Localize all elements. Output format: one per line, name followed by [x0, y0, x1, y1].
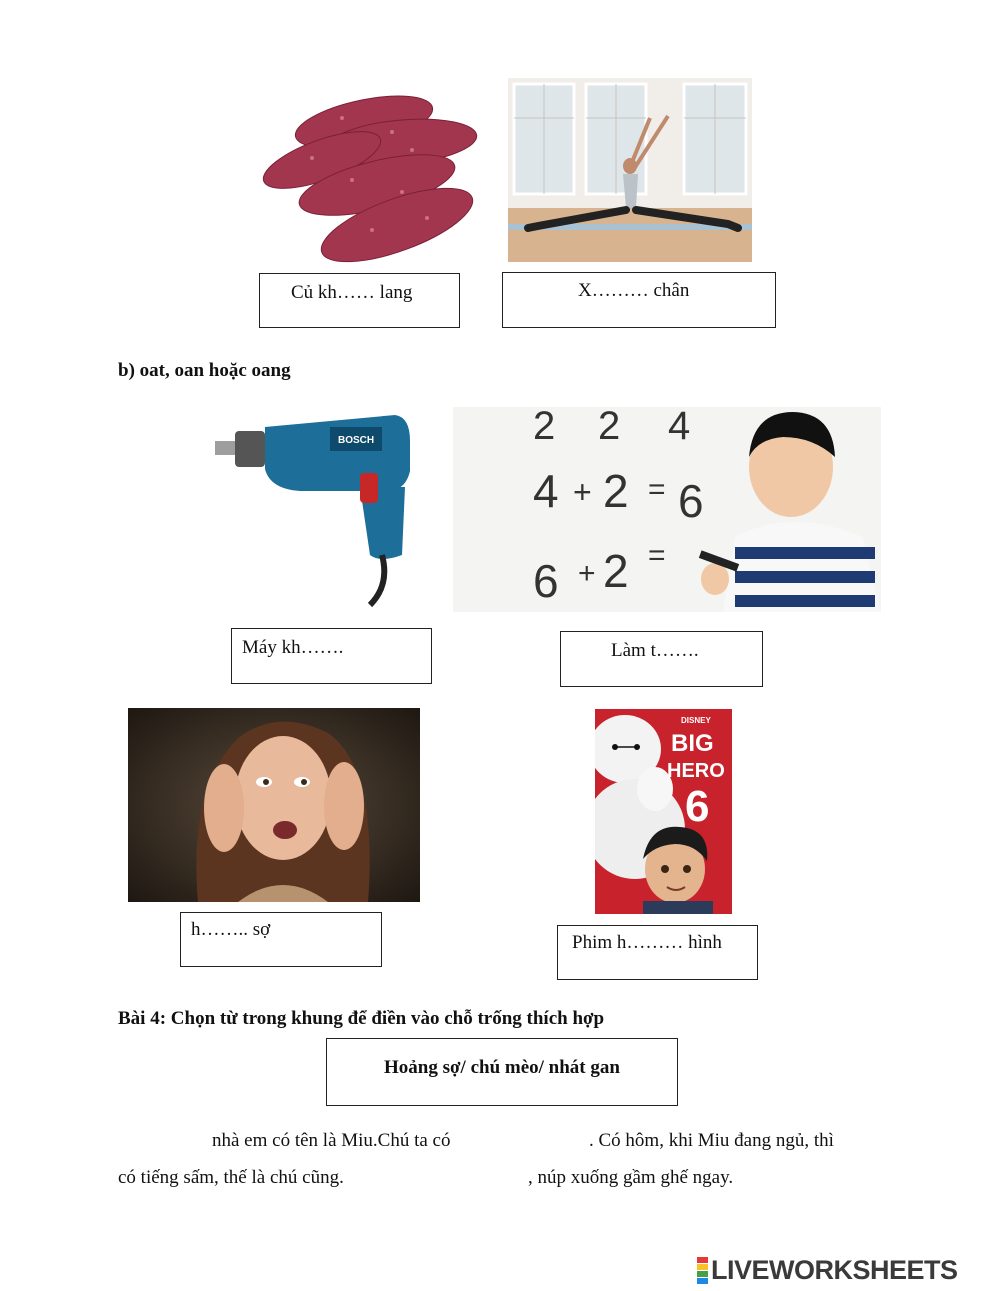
answer-label: Củ kh…… lang [291, 282, 413, 303]
answer-label: Phim h……… hình [572, 932, 722, 953]
svg-text:+: + [578, 557, 596, 590]
svg-text:4: 4 [668, 407, 691, 448]
poster-title-line2: HERO [667, 760, 725, 782]
poster-title-line3: 6 [685, 782, 710, 831]
svg-text:2: 2 [598, 407, 621, 448]
big-hero-6-poster-image [595, 709, 732, 914]
answer-box-animation[interactable] [557, 925, 758, 980]
svg-text:2: 2 [533, 407, 556, 448]
exercise4-title: Bài 4: Chọn từ trong khung để điền vào chỗ trống thích hợp [118, 1008, 605, 1029]
svg-text:2: 2 [603, 465, 629, 517]
svg-text:BOSCH: BOSCH [338, 435, 375, 446]
answer-box-sweet-potato[interactable] [259, 273, 460, 328]
section-b-heading: b) oat, oan hoặc oang [118, 360, 291, 381]
answer-box-math[interactable] [560, 631, 763, 687]
svg-text:=: = [648, 539, 666, 572]
math-board-image [453, 407, 881, 612]
word-choice-box [326, 1038, 678, 1106]
frightened-woman-image [128, 708, 420, 902]
sentence2-part1: có tiếng sấm, thế là chú cũng. [118, 1167, 344, 1188]
answer-box-drill[interactable] [231, 628, 432, 684]
svg-text:6: 6 [533, 555, 559, 607]
svg-text:2: 2 [603, 545, 629, 597]
answer-box-splits[interactable] [502, 272, 776, 328]
answer-label: h…….. sợ [191, 919, 271, 940]
blank-1[interactable] [118, 1130, 206, 1154]
word-choices: Hoảng sợ/ chú mèo/ nhát gan [384, 1057, 620, 1078]
svg-text:4: 4 [533, 465, 559, 517]
blank-3[interactable] [375, 1167, 525, 1191]
sentence1-part2: . Có hôm, khi Miu đang ngủ, thì [589, 1130, 834, 1151]
liveworksheets-logo [697, 1255, 958, 1285]
poster-title-line1: BIG [671, 730, 714, 757]
svg-text:6: 6 [678, 475, 704, 527]
svg-text:=: = [648, 473, 666, 506]
yoga-splits-image [508, 78, 752, 262]
poster-brand-text: DISNEY [681, 716, 711, 725]
power-drill-image [210, 405, 422, 615]
sentence2-part2: , núp xuống gầm ghế ngay. [528, 1167, 734, 1188]
logo-text: LIVEWORKSHEETS [711, 1254, 958, 1285]
answer-box-frightened[interactable] [180, 912, 382, 967]
answer-label: Làm t……. [611, 640, 699, 661]
answer-label: Máy kh……. [242, 637, 344, 658]
sweet-potatoes-image [252, 80, 484, 264]
svg-text:★: ★ [365, 574, 378, 589]
logo-mark-icon [697, 1257, 708, 1284]
sentence1-part1: nhà em có tên là Miu.Chú ta có [212, 1130, 451, 1151]
blank-2[interactable] [484, 1130, 584, 1154]
answer-label: X……… chân [578, 280, 690, 301]
svg-text:+: + [573, 474, 592, 510]
